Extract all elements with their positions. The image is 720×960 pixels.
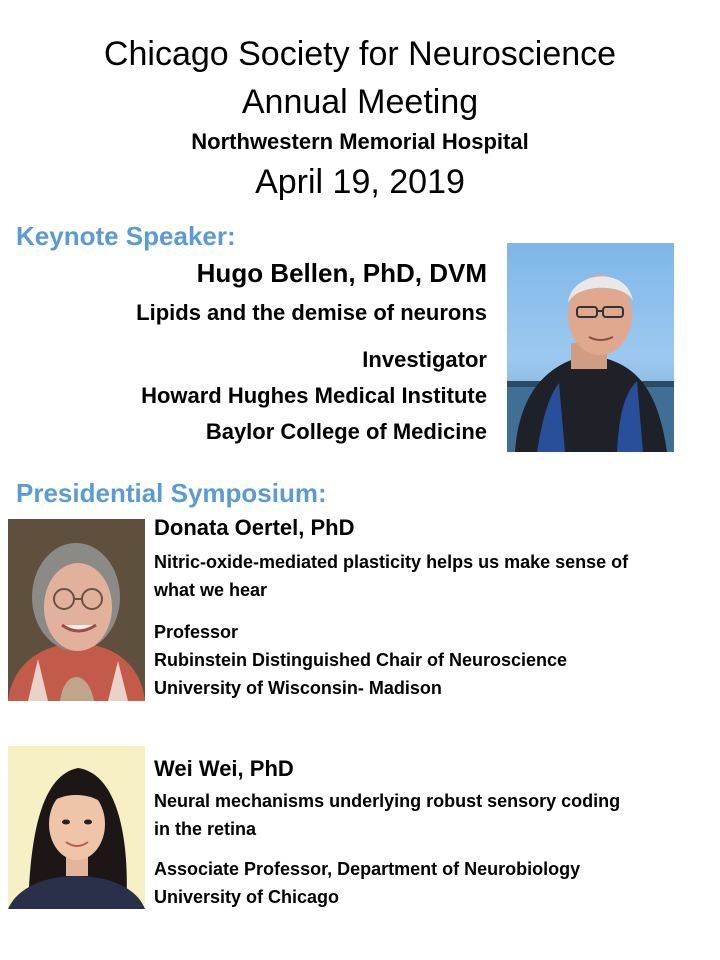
keynote-speaker-photo: [507, 243, 674, 452]
wei-photo: [8, 746, 145, 909]
wei-talk-line-2: in the retina: [154, 819, 257, 839]
wei-role: Associate Professor, Department of Neurobiology: [154, 859, 581, 879]
oertel-chair: Rubinstein Distinguished Chair of Neuroscience: [154, 650, 568, 670]
wei-institution: University of Chicago: [154, 887, 340, 907]
oertel-talk-line-1: Nitric-oxide-mediated plasticity helps us make sense of: [154, 552, 629, 572]
keynote-speaker-name: Hugo Bellen, PhD, DVM: [196, 258, 487, 288]
oertel-block: [154, 514, 714, 702]
keynote-talk-title: Lipids and the demise of neurons: [136, 300, 487, 325]
oertel-institution: University of Wisconsin- Madison: [154, 678, 442, 698]
venue: Northwestern Memorial Hospital: [191, 129, 529, 154]
wei-name: Wei Wei, PhD: [154, 756, 294, 781]
oertel-talk-line-2: what we hear: [154, 580, 268, 600]
oertel-photo: [8, 519, 145, 701]
oertel-role: Professor: [154, 622, 239, 642]
wei-talk-line-1: Neural mechanisms underlying robust sensory coding: [154, 791, 621, 811]
meeting-date: April 19, 2019: [255, 163, 465, 201]
keynote-role: Investigator: [362, 347, 487, 372]
oertel-name: Donata Oertel, PhD: [154, 515, 355, 540]
keynote-institution-2: Baylor College of Medicine: [205, 419, 487, 444]
keynote-institution-1: Howard Hughes Medical Institute: [141, 383, 487, 408]
keynote-heading: Keynote Speaker:: [16, 221, 236, 251]
meeting-subtitle: Annual Meeting: [241, 83, 479, 121]
wei-block: [154, 755, 714, 911]
meeting-title: Chicago Society for Neuroscience: [103, 35, 617, 73]
symposium-heading: Presidential Symposium:: [16, 478, 327, 508]
